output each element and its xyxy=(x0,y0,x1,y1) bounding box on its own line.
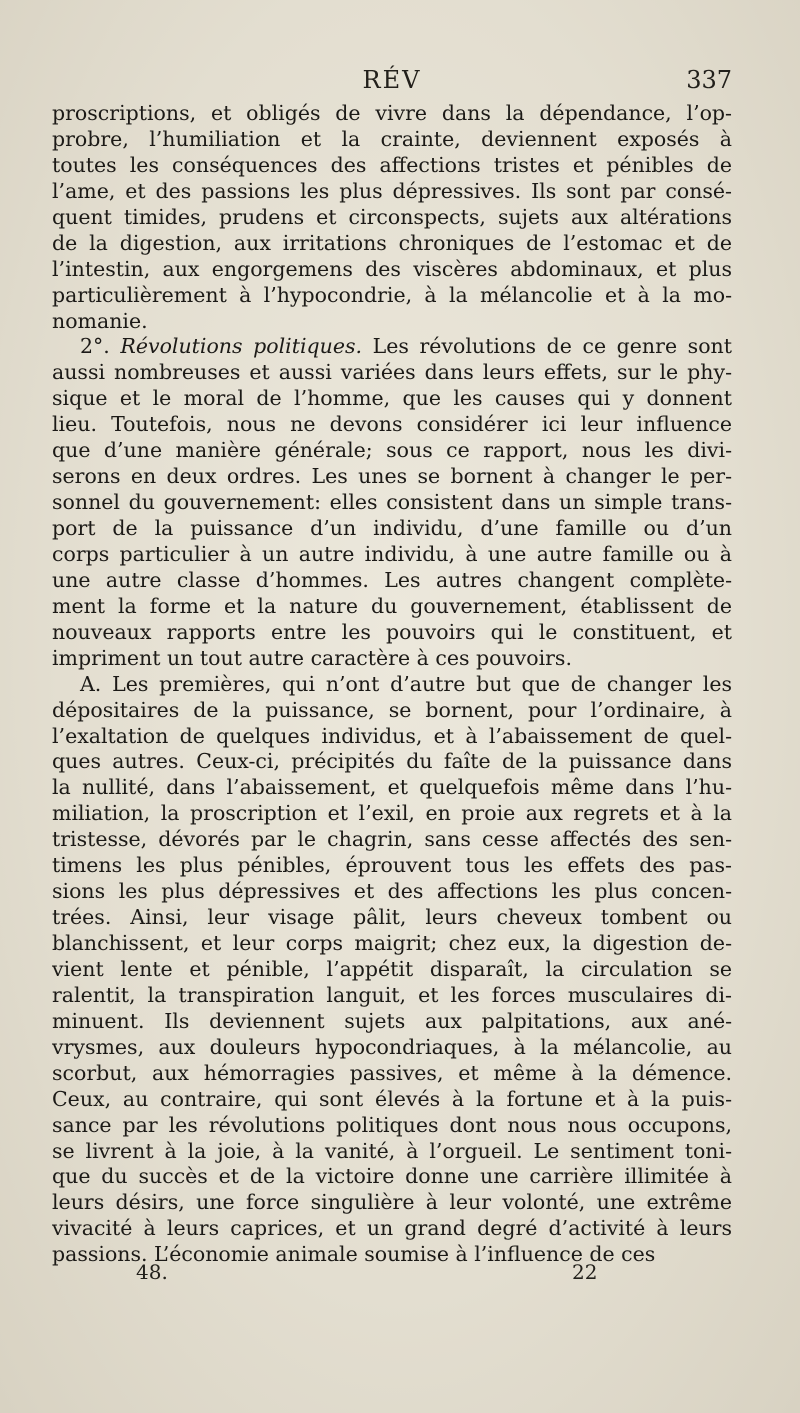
text-line: vient lente et pénible, l’appétit disparaît, la circulation se xyxy=(52,956,732,981)
text-line: passions. L’économie animale soumise à l’influence de ces xyxy=(52,1242,656,1267)
running-head: RÉV xyxy=(362,66,422,94)
text-line: 2°. Révolutions politiques. Les révolutions de ce genre sont xyxy=(80,334,732,359)
body-text xyxy=(52,101,732,1268)
text-line: impriment un tout autre caractère à ces pouvoirs. xyxy=(52,645,572,670)
text-line: l’exaltation de quelques individus, et à l’abaissement de quel- xyxy=(52,723,732,748)
text-line: de la digestion, aux irritations chroniques de l’estomac et de xyxy=(52,230,732,255)
text-line: ralentit, la transpiration languit, et les forces musculaires di- xyxy=(52,982,732,1007)
text-line: que d’une manière générale; sous ce rapport, nous les divi- xyxy=(52,438,732,463)
page-footer xyxy=(52,1260,732,1290)
text-line: probre, l’humiliation et la crainte, deviennent exposés à xyxy=(52,126,732,151)
text-line: scorbut, aux hémorragies passives, et même à la démence. xyxy=(52,1060,732,1085)
text-line: sonnel du gouvernement: elles consistent dans un simple trans- xyxy=(52,490,732,515)
text-line: vrysmes, aux douleurs hypocondriaques, à la mélancolie, au xyxy=(52,1034,732,1059)
text-line: proscriptions, et obligés de vivre dans la dépendance, l’op- xyxy=(52,101,732,125)
text-line: se livrent à la joie, à la vanité, à l’orgueil. Le sentiment toni- xyxy=(52,1138,732,1163)
text-line: toutes les conséquences des affections tristes et pénibles de xyxy=(52,152,732,177)
text-line: sique et le moral de l’homme, que les causes qui y donnent xyxy=(52,386,732,411)
text-line: quent timides, prudens et circonspects, sujets aux altérations xyxy=(52,204,732,229)
text-line: que du succès et de la victoire donne une carrière illimitée à xyxy=(52,1164,732,1189)
text-line: port de la puissance d’un individu, d’une famille ou d’un xyxy=(52,516,732,540)
text-line: serons en deux ordres. Les unes se bornent à changer le per- xyxy=(52,464,732,489)
page-number: 337 xyxy=(686,66,732,94)
text-line: nomanie. xyxy=(52,308,148,333)
text-line: la nullité, dans l’abaissement, et quelquefois même dans l’hu- xyxy=(52,775,732,800)
text-line: Ceux, au contraire, qui sont élevés à la fortune et à la puis- xyxy=(52,1086,732,1111)
text-line: aussi nombreuses et aussi variées dans leurs effets, sur le phy- xyxy=(52,360,732,385)
text-line: miliation, la proscription et l’exil, en proie aux regrets et à la xyxy=(52,801,732,826)
sheet-number: 22 xyxy=(572,1260,598,1284)
text-line: sance par les révolutions politiques dont nous nous occupons, xyxy=(52,1112,732,1137)
text-line: dépositaires de la puissance, se bornent, pour l’ordinaire, à xyxy=(52,697,732,722)
text-line: leurs désirs, une force singulière à leur volonté, une extrême xyxy=(52,1190,732,1215)
text-line: nouveaux rapports entre les pouvoirs qui le constituent, et xyxy=(52,619,732,644)
text-line: corps particulier à un autre individu, à une autre famille ou à xyxy=(52,541,732,566)
text-line: vivacité à leurs caprices, et un grand degré d’activité à leurs xyxy=(52,1216,732,1241)
text-line: l’ame, et des passions les plus dépressives. Ils sont par consé- xyxy=(52,178,732,203)
signature-mark: 48. xyxy=(136,1260,168,1284)
text-line: trées. Ainsi, leur visage pâlit, leurs cheveux tombent ou xyxy=(52,905,732,930)
text-line: tristesse, dévorés par le chagrin, sans cesse affectés des sen- xyxy=(52,827,732,852)
text-line: l’intestin, aux engorgemens des viscères abdominaux, et plus xyxy=(52,256,732,281)
text-line: A. Les premières, qui n’ont d’autre but que de changer les xyxy=(80,671,732,696)
text-line: particulièrement à l’hypocondrie, à la mélancolie et à la mo- xyxy=(52,282,732,307)
text-line: ment la forme et la nature du gouvernement, établissent de xyxy=(52,593,732,618)
text-line: minuent. Ils deviennent sujets aux palpitations, aux ané- xyxy=(52,1008,732,1033)
text-line: ques autres. Ceux-ci, précipités du faîte de la puissance dans xyxy=(52,749,732,774)
text-line: lieu. Toutefois, nous ne devons considérer ici leur influence xyxy=(52,412,732,437)
page-header xyxy=(52,66,732,100)
text-line: une autre classe d’hommes. Les autres changent complète- xyxy=(52,567,732,592)
text-line: blanchissent, et leur corps maigrit; chez eux, la digestion de- xyxy=(52,931,732,955)
text-line: sions les plus dépressives et des affections les plus concen- xyxy=(52,879,732,904)
text-line: timens les plus pénibles, éprouvent tous les effets des pas- xyxy=(52,853,732,878)
